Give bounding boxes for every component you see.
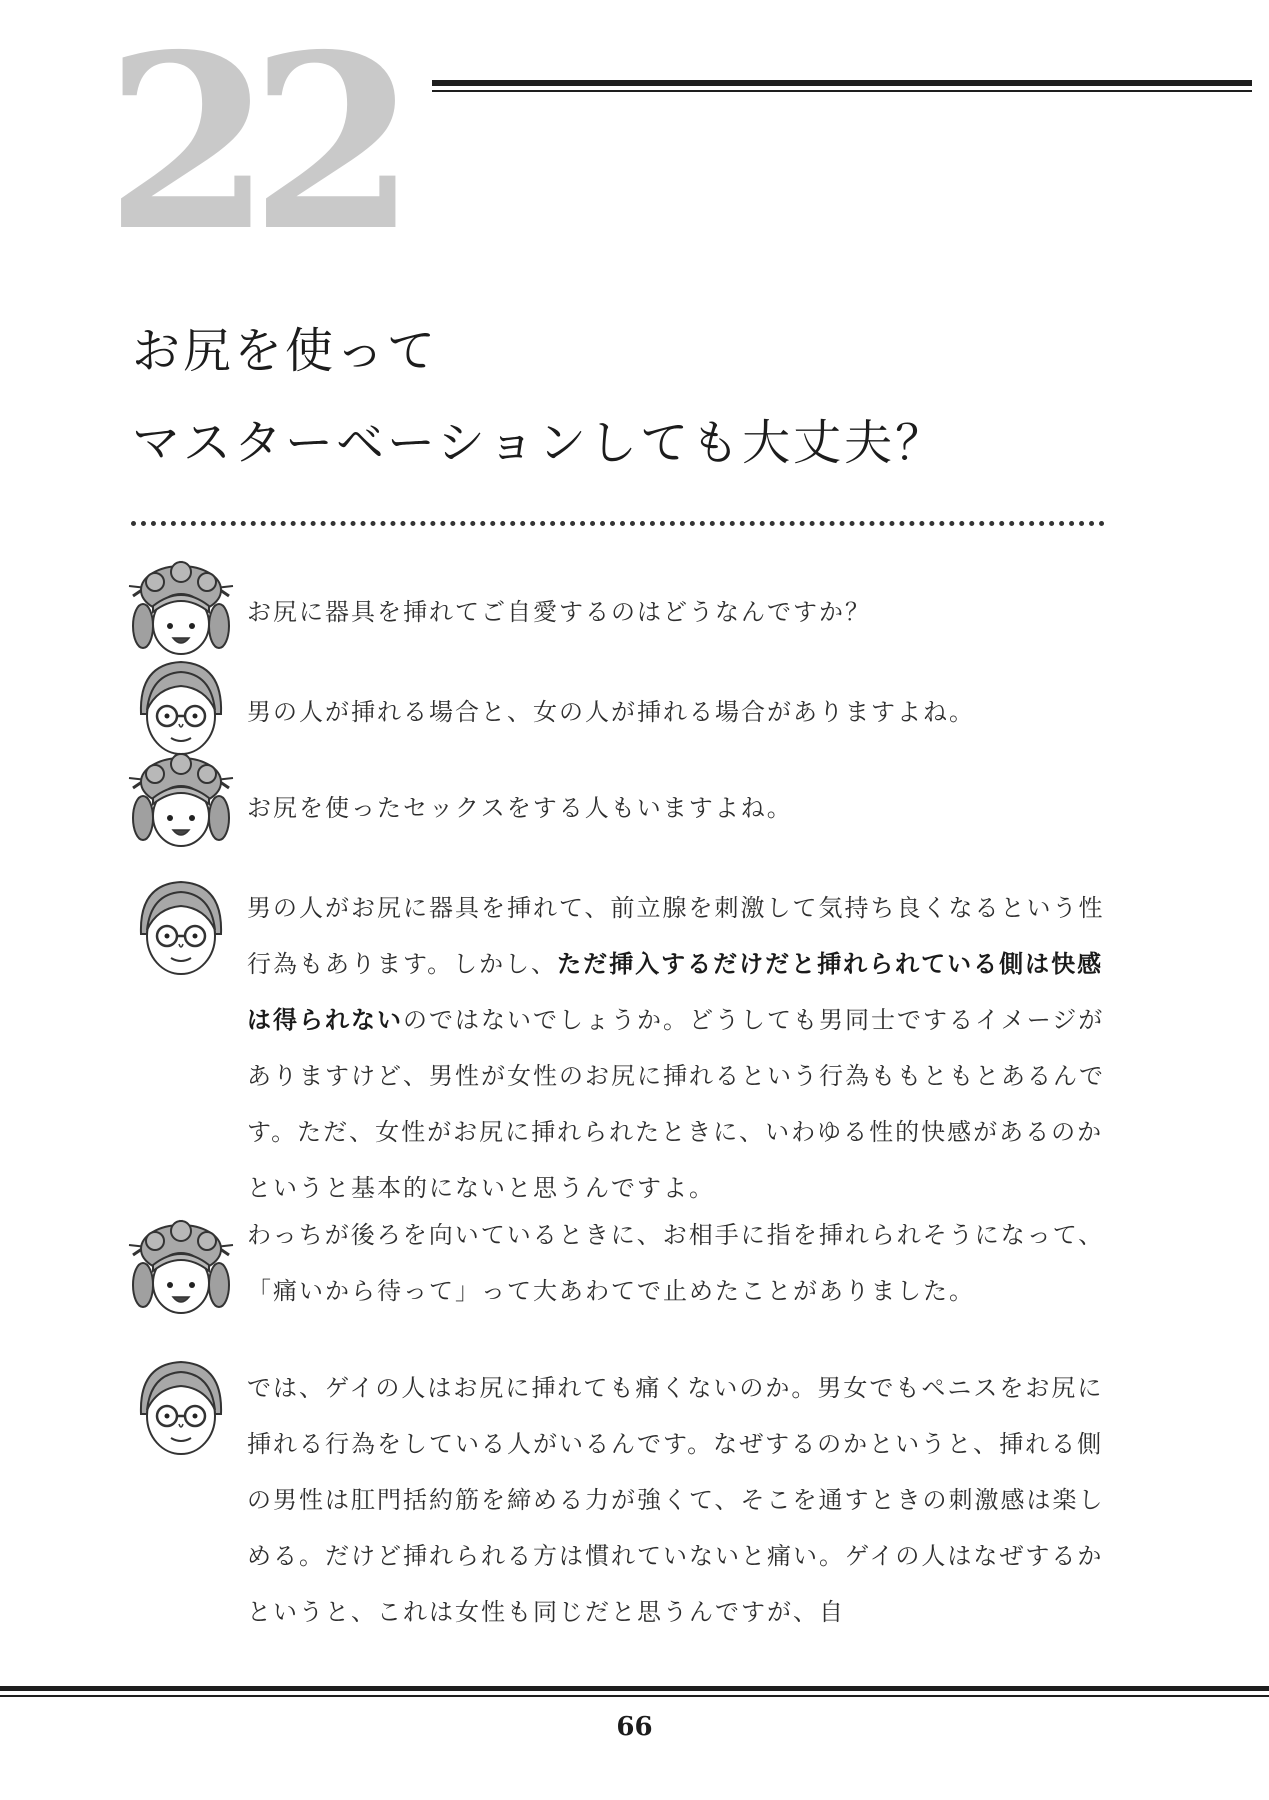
- footer-double-rule: [0, 1686, 1269, 1698]
- speech-text: では、ゲイの人はお尻に挿れても痛くないのか。男女でもペニスをお尻に挿れる行為をしている人がいるんです。なぜするのかというと、挿れる側の男性は肛門括約筋を締める力が強くて、そこを通すときの刺激感は楽しめる。だけど挿れられる方は慣れていないと痛い。ゲイの人はなぜするかというと、これは女性も同じだと思うんですが、自: [247, 1374, 1105, 1626]
- chapter-title-line-1: お尻を使って: [132, 323, 439, 379]
- speech-text: わっちが後ろを向いているときに、お相手に指を挿れられそうになって、「痛いから待って」って大あわてで止めたことがありました。: [247, 1221, 1105, 1305]
- speech-text: お尻に器具を挿れてご自愛するのはどうなんですか？: [247, 598, 871, 626]
- man-avatar-icon: [125, 872, 237, 984]
- speech-text: 男の人が挿れる場合と、女の人が挿れる場合がありますよね。: [247, 698, 975, 726]
- speech-text-part: 男の人がお尻に器具を挿れて、前立腺を刺激して気持ち良くなるという性行為もあります。しかし、: [247, 894, 1105, 978]
- chapter-title-line-2: マスターベーションしても大丈夫？: [132, 415, 947, 471]
- speech-text-part: のではないでしょうか。どうしても男同士でするイメージがありますけど、男性が女性のお尻に挿れるという行為ももともとあるんです。ただ、女性がお尻に挿れられたときに、いわゆる性的快感があるのかというと基本的にないと思うんですよ。: [247, 1006, 1105, 1202]
- man-avatar-icon: [125, 1352, 237, 1464]
- speech-text: お尻を使ったセックスをする人もいますよね。: [247, 794, 793, 822]
- page-number: 66: [616, 1712, 653, 1742]
- chapter-number: 22: [105, 2, 395, 284]
- emphasized-text: ただ挿入するだけだと挿れられている側は快感は得られない: [247, 950, 1104, 1034]
- dotted-divider: [131, 521, 1105, 526]
- header-double-rule: [432, 80, 1252, 94]
- woman-avatar-icon: [125, 1215, 237, 1327]
- speech-text: [247, 880, 1107, 1216]
- woman-avatar-icon: [125, 748, 237, 860]
- chapter-title: [132, 305, 1132, 489]
